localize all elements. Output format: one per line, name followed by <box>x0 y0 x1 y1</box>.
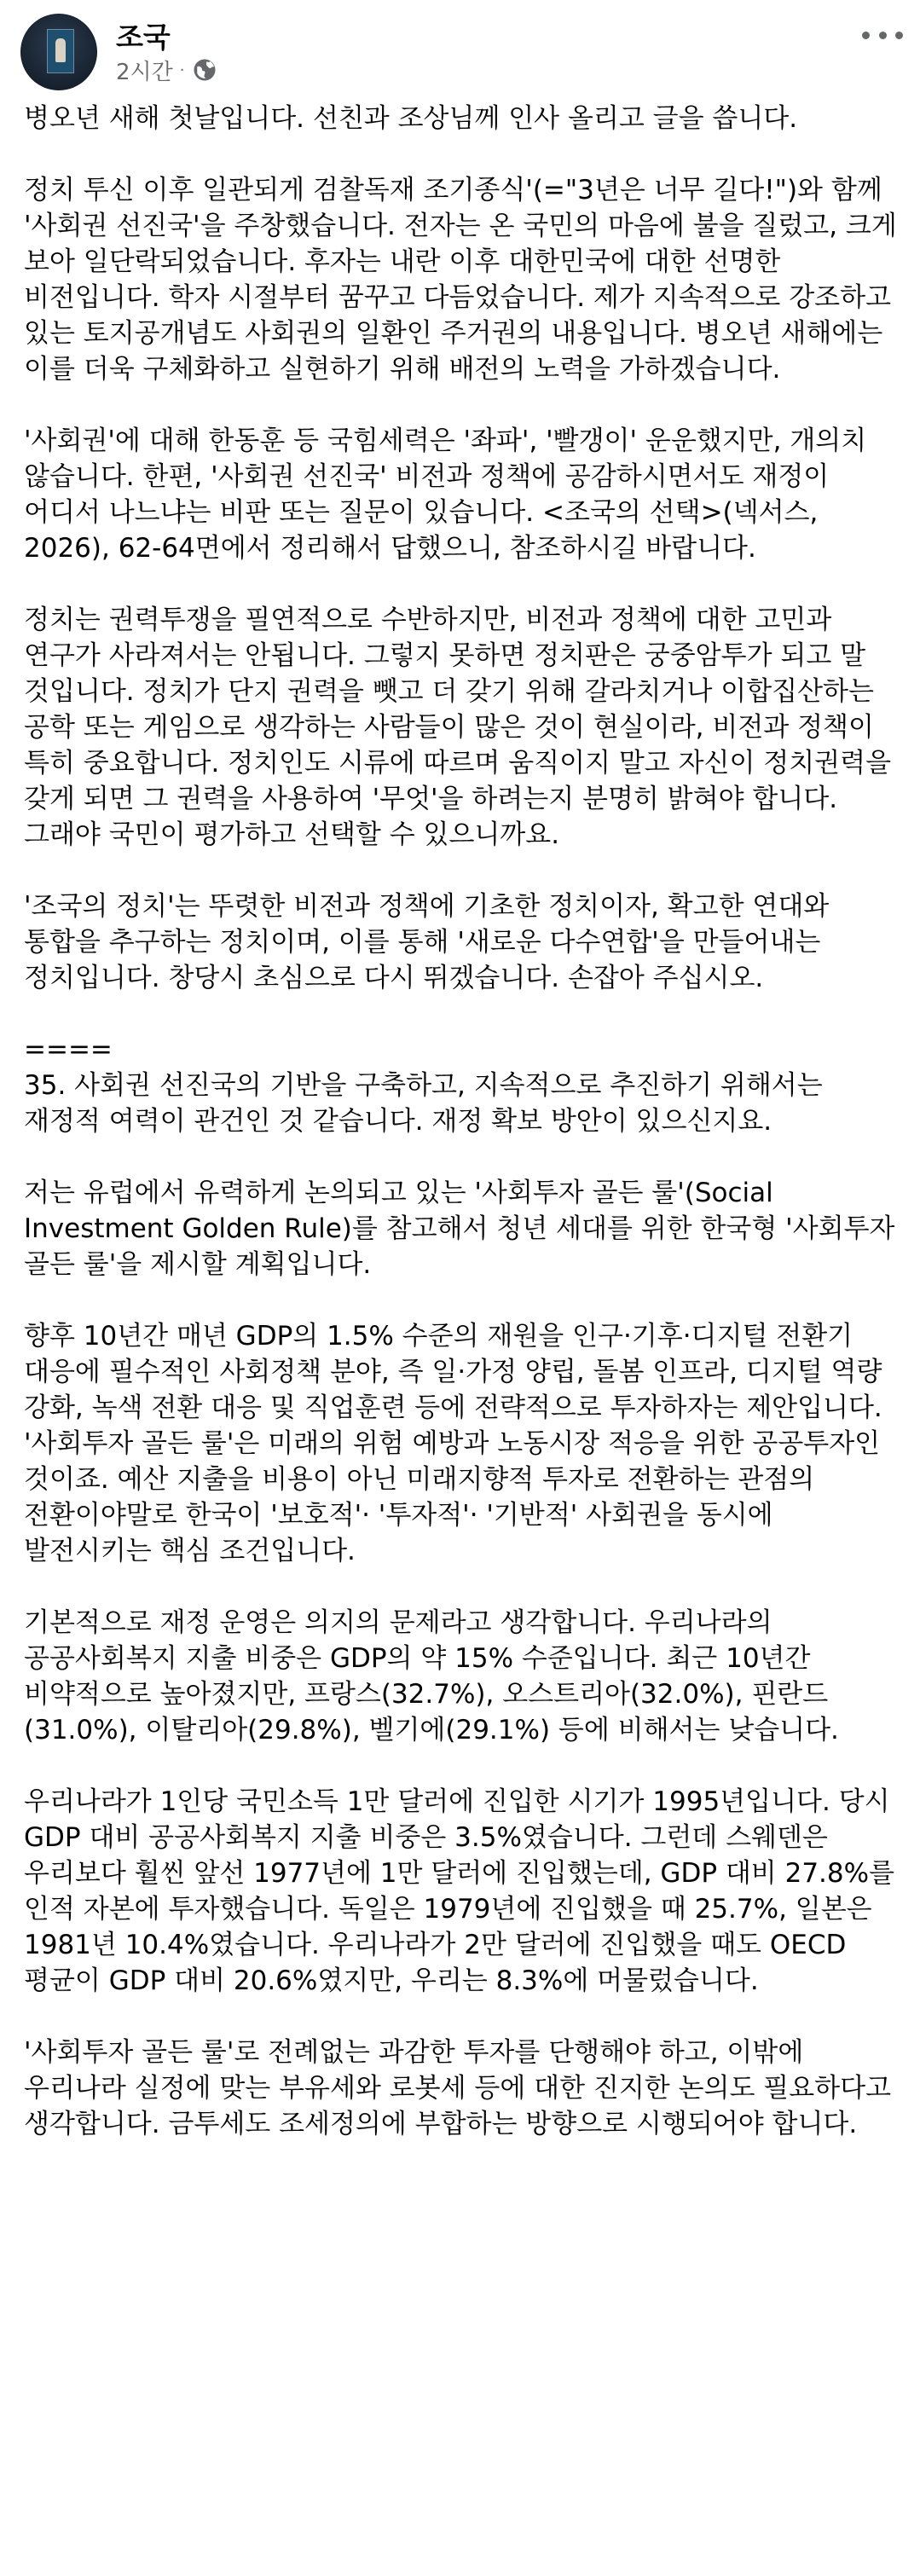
meta-separator: · <box>179 61 185 79</box>
globe-icon[interactable] <box>192 57 217 83</box>
author-name[interactable]: 조국 <box>116 20 171 54</box>
post-meta <box>116 55 217 85</box>
post-time[interactable]: 2시간 <box>116 59 173 85</box>
post-paragraph: '사회투자 골든 룰'로 전례없는 과감한 투자를 단행해야 하고, 이밖에 우리나라 실정에 맞는 부유세와 로봇세 등에 대한 진지한 논의도 필요하다고 생각합니다. 금투세도 조세정의에 부합하는 방향으로 시행되어야 합니다. <box>24 2037 892 2139</box>
post-paragraph: 기본적으로 재정 운영은 의지의 문제라고 생각합니다. 우리나라의 공공사회복지 지출 비중은 GDP의 약 15% 수준입니다. 최근 10년간 비약적으로 높아졌지만, 프랑스(32.7%), 오스트리아(32.0%), 핀란드(31.0%), 이탈리아(29.8%), 벨기에(29.1%) 등에 비해서는 낮습니다. <box>24 1607 839 1745</box>
more-options-icon[interactable] <box>862 22 903 48</box>
post-paragraph: 저는 유럽에서 유력하게 논의되고 있는 '사회투자 골든 룰'(Social Investment Golden Rule)를 참고해서 청년 세대를 위한 한국형 '사회투자 골든 룰'을 제시할 계획입니다. <box>24 1178 895 1280</box>
author-avatar[interactable] <box>20 14 97 90</box>
post-paragraph: 우리나라가 1인당 국민소득 1만 달러에 진입한 시기가 1995년입니다. 당시 GDP 대비 공공사회복지 지출 비중은 3.5%였습니다. 그런데 스웨덴은 우리보다 훨씬 앞선 1977년에 1만 달러에 진입했는데, GDP 대비 27.8%를 인적 자본에 투자했습니다. 독일은 1979년에 진입했을 때 25.7%, 일본은 1981년 10.4%였습니다. 우리나라가 2만 달러에 진입했을 때도 OECD 평균이 GDP 대비 20.6%였지만, 우리는 8.3%에 머물렀습니다. <box>24 1786 895 1996</box>
post-paragraph: '사회권'에 대해 한동훈 등 국힘세력은 '좌파', '빨갱이' 운운했지만, 개의치 않습니다. 한편, '사회권 선진국' 비전과 정책에 공감하시면서도 재정이 어디서 나느냐는 비판 또는 질문이 있습니다. <조국의 선택>(넥서스, 2026), 62-64면에서 정리해서 답했으니, 참조하시길 바랍니다. <box>24 425 867 564</box>
post-paragraph: ==== 35. 사회권 선진국의 기반을 구축하고, 지속적으로 추진하기 위해서는 재정적 여력이 관건인 것 같습니다. 재정 확보 방안이 있으신지요. <box>24 1034 823 1137</box>
avatar-book-image <box>47 29 74 73</box>
post-header <box>0 0 920 101</box>
post-paragraph: 정치 투신 이후 일관되게 검찰독재 조기종식'(="3년은 너무 길다!")와 함께 '사회권 선진국'을 주창했습니다. 전자는 온 국민의 마음에 불을 질렀고, 크게 보아 일단락되었습니다. 후자는 내란 이후 대한민국에 대한 선명한 비전입니다. 학자 시절부터 꿈꾸고 다듬었습니다. 제가 지속적으로 강조하고 있는 토지공개념도 사회권의 일환인 주거권의 내용입니다. 병오년 새해에는 이를 더욱 구체화하고 실현하기 위해 배전의 노력을 가하겠습니다. <box>24 175 897 385</box>
post-paragraph: 정치는 권력투쟁을 필연적으로 수반하지만, 비전과 정책에 대한 고민과 연구가 사라져서는 안됩니다. 그렇지 못하면 정치판은 궁중암투가 되고 말 것입니다. 정치가 단지 권력을 뺏고 더 갖기 위해 갈라치거나 이합집산하는 공학 또는 게임으로 생각하는 사람들이 많은 것이 현실이라, 비전과 정책이 특히 중요합니다. 정치인도 시류에 따르며 움직이지 말고 자신이 정치권력을 갖게 되면 그 권력을 사용하여 '무엇'을 하려는지 분명히 밝혀야 합니다. 그래야 국민이 평가하고 선택할 수 있으니까요. <box>24 605 892 850</box>
post-paragraph: 향후 10년간 매년 GDP의 1.5% 수준의 재원을 인구·기후·디지털 전환기 대응에 필수적인 사회정책 분야, 즉 일·가정 양립, 돌봄 인프라, 디지털 역량 강화, 녹색 전환 대응 및 직업훈련 등에 전략적으로 투자하자는 제안입니다. '사회투자 골든 룰'은 미래의 위험 예방과 노동시장 적응을 위한 공공투자인 것이죠. 예산 지출을 비용이 아닌 미래지향적 투자로 전환하는 관점의 전환이야말로 한국이 '보호적'· '투자적'· '기반적' 사회권을 동시에 발전시키는 핵심 조건입니다. <box>24 1321 882 1566</box>
post-paragraph: 병오년 새해 첫날입니다. 선친과 조상님께 인사 올리고 글을 씁니다. <box>24 103 798 134</box>
post-paragraph: '조국의 정치'는 뚜렷한 비전과 정책에 기초한 정치이자, 확고한 연대와 통합을 추구하는 정치이며, 이를 통해 '새로운 다수연합'을 만들어내는 정치입니다. 창당시 초심으로 다시 뛰겠습니다. 손잡아 주십시오. <box>24 891 830 993</box>
post-body <box>24 101 906 2178</box>
